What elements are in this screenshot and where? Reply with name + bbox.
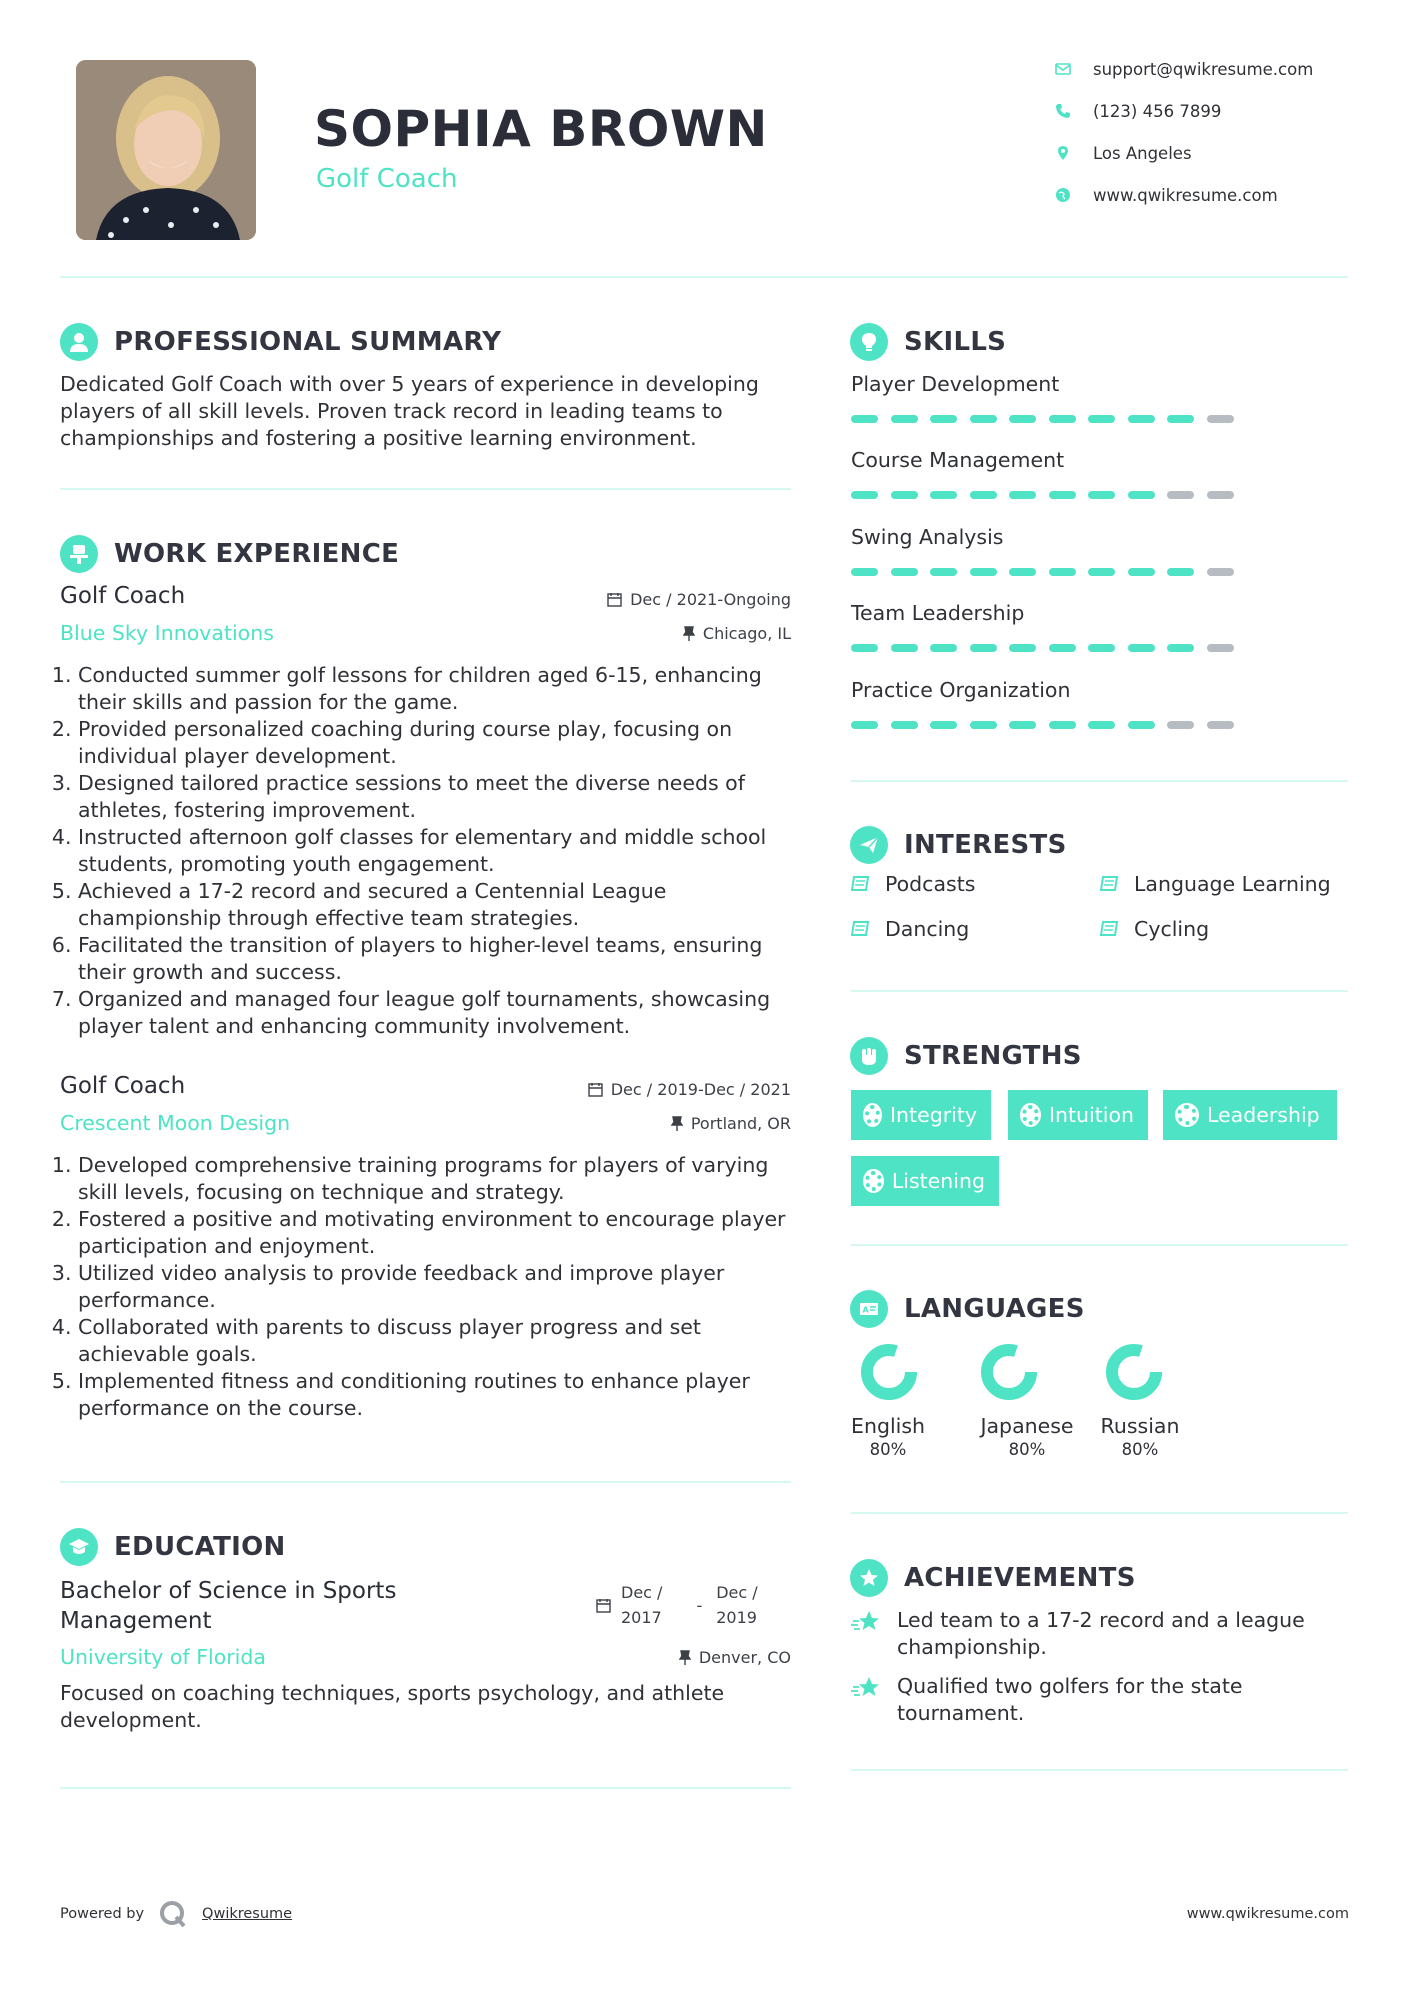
skill-level-segment [1088,644,1115,652]
skill-level-segment [1167,415,1194,423]
skill-level-segment [1088,415,1115,423]
summary-text: Dedicated Golf Coach with over 5 years of experience in developing players of all skill levels. Proven track record in leading teams to championships and fostering a positive learning environment. [60,372,759,450]
qwikresume-logo-icon [158,1899,188,1929]
gear-icon [865,1105,880,1125]
edu-dash: - [696,1595,703,1615]
gear-icon [1177,1105,1197,1125]
interest-item [1100,872,1331,896]
education-divider [60,1787,791,1789]
skill-level-segment [1128,491,1155,499]
skill-level-segment [851,568,878,576]
strengths-heading-text: STRENGTHS [904,1041,1082,1071]
language-label [1096,1414,1184,1459]
skill-level-segment [851,644,878,652]
interests-divider [851,990,1348,992]
language-item [851,1342,921,1402]
skill-item [851,677,1251,754]
strength-label: Intuition [1048,1103,1134,1127]
map-pin-icon [1055,145,1071,161]
skill-level-segment [1128,568,1155,576]
skill-item [851,371,1251,447]
interest-item [851,917,969,941]
skill-level-segment [1167,568,1194,576]
skill-level-segment [891,644,918,652]
id-card-icon [850,1290,888,1328]
languages-divider [851,1512,1348,1514]
job-2-dates-text: Dec / 2019-Dec / 2021 [610,1080,791,1099]
book-icon [1100,920,1120,938]
job-1-company: Blue Sky Innovations [60,621,274,645]
skill-name: Player Development [851,372,1060,396]
pushpin-icon [679,1650,691,1665]
interest-label: Dancing [885,917,970,941]
job-2-dates [588,1080,791,1099]
skills-divider [851,780,1348,782]
skill-name: Swing Analysis [851,524,1004,549]
job-2-responsibilities [60,1152,800,1422]
degree-line-2: Management [60,1608,212,1634]
education-description: Focused on coaching techniques, sports psychology, and athlete development. [60,1681,725,1732]
education-dates [596,1580,758,1630]
summary-heading [60,323,501,361]
list-item: 3. Utilized video analysis to provide feedback and improve player performance. [78,1260,800,1314]
fist-icon [850,1037,888,1075]
skill-level-bar [851,491,1251,499]
skill-level-segment [1128,415,1155,423]
edu-end-year: 2019 [716,1608,757,1627]
skill-level-segment [1207,415,1234,423]
skill-level-segment [1088,568,1115,576]
skill-level-segment [970,721,997,729]
skill-level-segment [851,721,878,729]
language-ring [859,1342,919,1402]
skill-name: Practice Organization [851,677,1071,702]
language-label [972,1414,1082,1459]
lightbulb-icon [850,323,888,361]
book-icon [851,920,871,938]
gear-icon [865,1171,882,1191]
phone-text: (123) 456 7899 [1093,101,1222,121]
skill-level-segment [891,491,918,499]
skill-level-bar [851,415,1251,423]
interest-label: Podcasts [885,872,976,896]
job-1-location-text: Chicago, IL [702,624,791,643]
skills-list [851,371,1251,753]
language-level: 80% [1008,1440,1046,1459]
skill-level-bar [851,721,1251,729]
skill-name: Team Leadership [851,601,1025,625]
strength-label: Leadership [1207,1103,1320,1127]
language-label [851,1414,925,1459]
skill-level-segment [1167,644,1194,652]
job-2-role: Golf Coach [60,1073,186,1099]
skill-level-segment [1207,491,1234,499]
user-icon [60,323,98,361]
achievements-divider [851,1769,1348,1771]
education-location [679,1648,791,1667]
trophy-star-icon [851,1675,883,1703]
contact-website[interactable] [1055,174,1313,216]
avatar [76,60,256,240]
interest-item [1100,917,1209,941]
skill-level-segment [1049,721,1076,729]
language-item [1100,1342,1170,1402]
skill-level-segment [1207,568,1234,576]
candidate-name: SOPHIA BROWN [314,100,768,158]
interest-item [851,872,975,896]
skill-level-segment [1009,568,1036,576]
skills-heading-text: SKILLS [904,327,1007,357]
skill-level-segment [1049,415,1076,423]
job-1-responsibilities [60,662,800,1040]
skill-item [851,524,1251,601]
achievement-item [851,1607,1305,1661]
contact-email[interactable] [1055,48,1313,90]
graduation-cap-icon [60,1528,98,1566]
calendar-icon [588,1082,603,1097]
skill-level-segment [1207,644,1234,652]
skill-level-segment [891,568,918,576]
achievements-heading-text: ACHIEVEMENTS [904,1563,1136,1593]
experience-divider [60,1481,791,1483]
languages-heading-text: LANGUAGES [904,1294,1085,1324]
list-item: 1. Developed comprehensive training programs for players of varying skill levels, focusing on technique and strategy. [78,1152,800,1206]
skills-heading [850,323,1006,361]
edu-start-year: 2017 [621,1608,662,1627]
skill-level-segment [1167,721,1194,729]
achievement-line: Qualified two golfers for the state [897,1674,1243,1698]
list-item: 4. Instructed afternoon golf classes for elementary and middle school students, promoting youth engagement. [78,824,800,878]
skill-level-segment [930,721,957,729]
education-heading [60,1528,286,1566]
list-item: 1. Conducted summer golf lessons for children aged 6-15, enhancing their skills and passion for the game. [78,662,800,716]
edu-end-month: Dec / [716,1583,758,1602]
strength-label: Integrity [890,1103,977,1127]
language-ring [1104,1342,1164,1402]
experience-heading-text: WORK EXPERIENCE [114,539,400,569]
skill-level-segment [851,491,878,499]
skill-level-segment [1088,491,1115,499]
strengths-heading [850,1037,1082,1075]
skill-level-segment [930,415,957,423]
list-item: 7. Organized and managed four league golf tournaments, showcasing player talent and enhancing community involvement. [78,986,800,1040]
achievements-heading [850,1559,1136,1597]
language-item [975,1342,1045,1402]
skill-level-segment [851,415,878,423]
summary-heading-text: PROFESSIONAL SUMMARY [114,327,502,357]
skill-level-segment [1128,721,1155,729]
skill-level-segment [930,644,957,652]
strengths-divider [851,1244,1348,1246]
interests-heading [850,826,1067,864]
skill-level-bar [851,568,1251,576]
trophy-star-icon [851,1609,883,1637]
skill-level-segment [1009,644,1036,652]
skill-name: Course Management [851,448,1065,472]
skill-level-segment [970,491,997,499]
envelope-icon [1055,63,1071,75]
language-level: 80% [1121,1440,1159,1459]
achievement-line: tournament. [897,1701,1025,1725]
skill-level-segment [970,644,997,652]
skill-level-segment [1009,415,1036,423]
interest-label: Cycling [1134,917,1210,941]
website-text: www.qwikresume.com [1093,185,1278,205]
degree-line-1: Bachelor of Science in Sports [60,1578,397,1604]
paper-plane-icon [850,826,888,864]
edu-start-month: Dec / [621,1583,663,1602]
summary-divider [60,488,791,490]
education-location-text: Denver, CO [698,1648,791,1667]
skill-level-bar [851,644,1251,652]
achievement-line: championship. [897,1635,1047,1659]
contact-location [1055,132,1313,174]
skill-level-segment [970,568,997,576]
skill-item [851,600,1251,677]
svg-text:A: A [862,1305,869,1315]
skill-level-segment [930,491,957,499]
skill-level-segment [1009,721,1036,729]
language-level: 80% [869,1440,907,1459]
job-2-company: Crescent Moon Design [60,1111,291,1135]
skill-level-segment [1009,491,1036,499]
degree-title [60,1576,396,1636]
list-item: 3. Designed tailored practice sessions to meet the diverse needs of athletes, fostering improvement. [78,770,800,824]
footer-powered-by [60,1899,292,1929]
strength-label: Listening [891,1169,985,1193]
star-badge-icon [850,1559,888,1597]
job-2-location-text: Portland, OR [690,1114,791,1133]
job-1-location [683,624,791,643]
list-item: 2. Fostered a positive and motivating environment to encourage player participation and enjoyment. [78,1206,800,1260]
footer-website[interactable]: www.qwikresume.com [1186,1906,1349,1922]
list-item: 5. Achieved a 17-2 record and secured a Centennial League championship through effective team strategies. [78,878,800,932]
gear-icon [1022,1105,1039,1125]
list-item: 2. Provided personalized coaching during course play, focusing on individual player development. [78,716,800,770]
skill-level-segment [970,415,997,423]
calendar-icon [607,592,622,607]
job-1-dates [607,590,791,609]
language-name: Russian [1100,1414,1180,1438]
skill-level-segment [891,721,918,729]
strength-chip [851,1156,999,1206]
achievement-item [851,1673,1243,1727]
skill-level-segment [1049,491,1076,499]
skill-level-segment [1128,644,1155,652]
experience-heading [60,535,399,573]
pushpin-icon [671,1116,683,1131]
book-icon [1100,875,1120,893]
list-item: 6. Facilitated the transition of players to higher-level teams, ensuring their growth and success. [78,932,800,986]
header-divider [60,276,1348,278]
skill-item [851,447,1251,524]
job-1-dates-text: Dec / 2021-Ongoing [630,590,791,609]
school-name: University of Florida [60,1645,266,1669]
profile-photo [76,60,256,240]
briefcase-icon [60,535,98,573]
skill-level-segment [1049,644,1076,652]
pushpin-icon [683,626,695,641]
powered-by-text: Powered by [60,1906,145,1922]
list-item: 5. Implemented fitness and conditioning routines to enhance player performance on the course. [78,1368,800,1422]
achievement-line: Led team to a 17-2 record and a league [897,1608,1305,1632]
list-item: 4. Collaborated with parents to discuss player progress and set achievable goals. [78,1314,800,1368]
skill-level-segment [891,415,918,423]
skill-level-segment [930,568,957,576]
language-ring [979,1342,1039,1402]
contact-list [1055,56,1313,216]
language-name: English [851,1414,926,1438]
skill-level-segment [1167,491,1194,499]
email-text: support@qwikresume.com [1093,59,1314,79]
phone-icon [1055,103,1071,119]
candidate-title: Golf Coach [316,164,458,194]
language-name: Japanese [980,1414,1074,1438]
strength-chip [1163,1090,1337,1140]
strength-chip [851,1090,991,1140]
brand-link[interactable]: Qwikresume [202,1906,293,1922]
education-heading-text: EDUCATION [114,1532,286,1562]
interests-heading-text: INTERESTS [904,830,1067,860]
skill-level-segment [1207,721,1234,729]
job-2-location [671,1114,791,1133]
location-text: Los Angeles [1093,143,1192,163]
book-icon [851,875,871,893]
globe-icon [1055,187,1071,203]
contact-phone[interactable] [1055,90,1313,132]
strength-chip [1008,1090,1148,1140]
job-1-role: Golf Coach [60,583,186,609]
skill-level-segment [1049,568,1076,576]
skill-level-segment [1088,721,1115,729]
calendar-icon [596,1598,611,1613]
interest-label: Language Learning [1134,872,1331,896]
languages-heading [850,1290,1085,1328]
